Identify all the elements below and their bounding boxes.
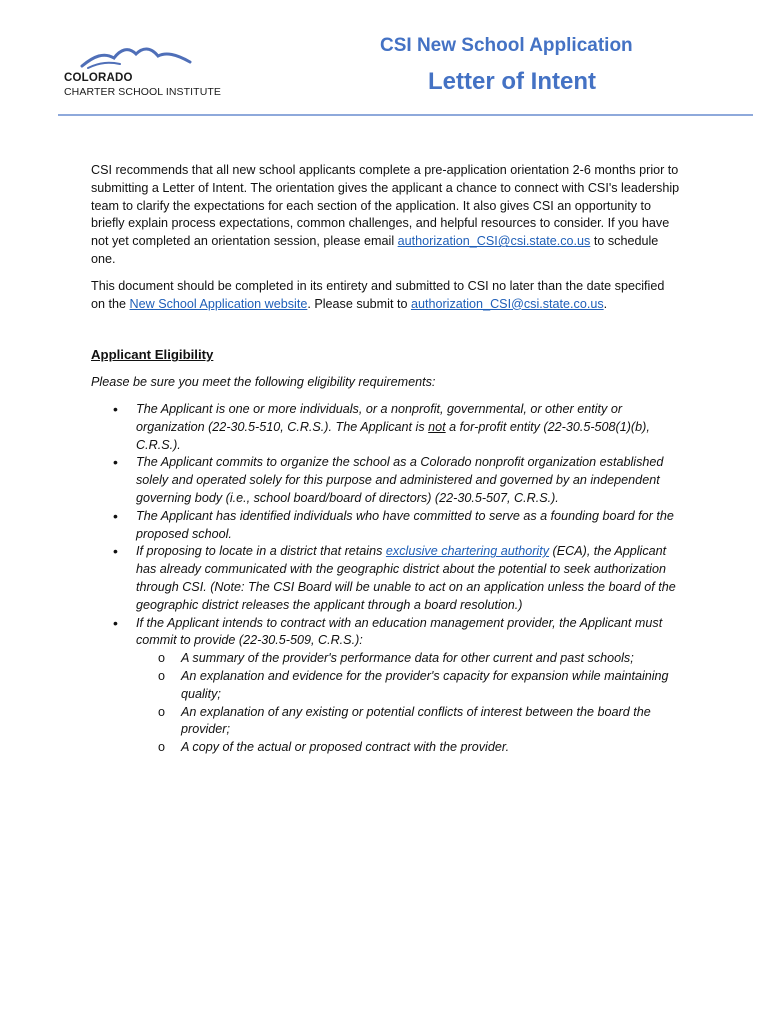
mountain-logo-icon <box>80 44 200 72</box>
document-title: Letter of Intent <box>428 68 596 95</box>
eligibility-intro: Please be sure you meet the following eligibility requirements: <box>91 375 436 390</box>
eligibility-list <box>91 401 681 757</box>
list-item: • The Applicant has identified individuals who have committed to serve as a founding board for the proposed school. <box>91 508 681 544</box>
emphasis-not: not <box>428 419 446 434</box>
email-link-2[interactable]: authorization_CSI@csi.state.co.us <box>410 296 604 311</box>
list-item: • The Applicant commits to organize the school as a Colorado nonprofit organization established solely and operated solely for this purpose and administered and governed by an independent governing body (i.e., school board/board of directors) (22-30.5-507, C.R.S.). <box>91 454 681 507</box>
sub-list-item: o A summary of the provider's performance data for other current and past schools; <box>136 650 681 668</box>
logo-text-colorado: COLORADO <box>64 72 133 84</box>
list-item: • The Applicant is one or more individuals, or a nonprofit, governmental, or other entity or organization (22-30.5-510, C.R.S.). The Applicant is not a for-profit entity (22-30.5-508(1)(b), C.R.S.). <box>91 401 681 454</box>
list-item: • If proposing to locate in a district that retains exclusive chartering authority (ECA), the Applicant has already communicated with the geographic district about the potential to seek authorization through CSI. (Note: The CSI Board will be unable to act on an application unless the board of the geographic district releases the applicant through a board resolution.) <box>91 543 681 614</box>
document-body <box>91 162 681 757</box>
provider-requirements-list <box>136 650 681 757</box>
application-title: CSI New School Application <box>380 35 633 56</box>
application-website-link[interactable]: New School Application website <box>129 296 308 311</box>
section-heading-eligibility: Applicant Eligibility <box>91 347 214 363</box>
sub-list-item: o An explanation of any existing or potential conflicts of interest between the board the provider; <box>136 704 681 740</box>
list-item: • If the Applicant intends to contract with an education management provider, the Applicant must commit to provide (22-30.5-509, C.R.S.): o A summary of the provider's performance data for other current and past schools; o An explanation and evidence for the provider's capacity for expansion while maintaining quality; o An explanation of any existing or potential conflicts of interest between the board the provider; o A copy of the actual or proposed contract with the provider. <box>91 615 681 757</box>
intro-paragraph-1: CSI recommends that all new school applicants complete a pre-application orientation 2-6 months prior to submitting a Letter of Intent. The orientation gives the applicant a chance to connect with CSI's leadership team to clarify the expectations for each section of the application. It also gives CSI an opportunity to briefly explain process expectations, common challenges, and helpful resources to consider. If you have not yet completed an orientation session, please email authorization_CSI@csi.state.co.us to schedule one. <box>91 163 680 266</box>
header-divider <box>58 114 753 116</box>
csi-logo <box>62 44 242 100</box>
logo-text-institute: CHARTER SCHOOL INSTITUTE <box>64 86 221 98</box>
sub-list-item: o A copy of the actual or proposed contract with the provider. <box>136 739 681 757</box>
eca-link[interactable]: exclusive chartering authority <box>385 544 550 559</box>
intro-paragraph-2: This document should be completed in its entirety and submitted to CSI no later than the date specified on the New School Application website. Please submit to authorization_CSI@csi.state.co.us. <box>91 278 665 311</box>
email-link-1[interactable]: authorization_CSI@csi.state.co.us <box>397 234 591 249</box>
document-header <box>0 0 770 120</box>
sub-list-item: o An explanation and evidence for the provider's capacity for expansion while maintaining quality; <box>136 668 681 704</box>
